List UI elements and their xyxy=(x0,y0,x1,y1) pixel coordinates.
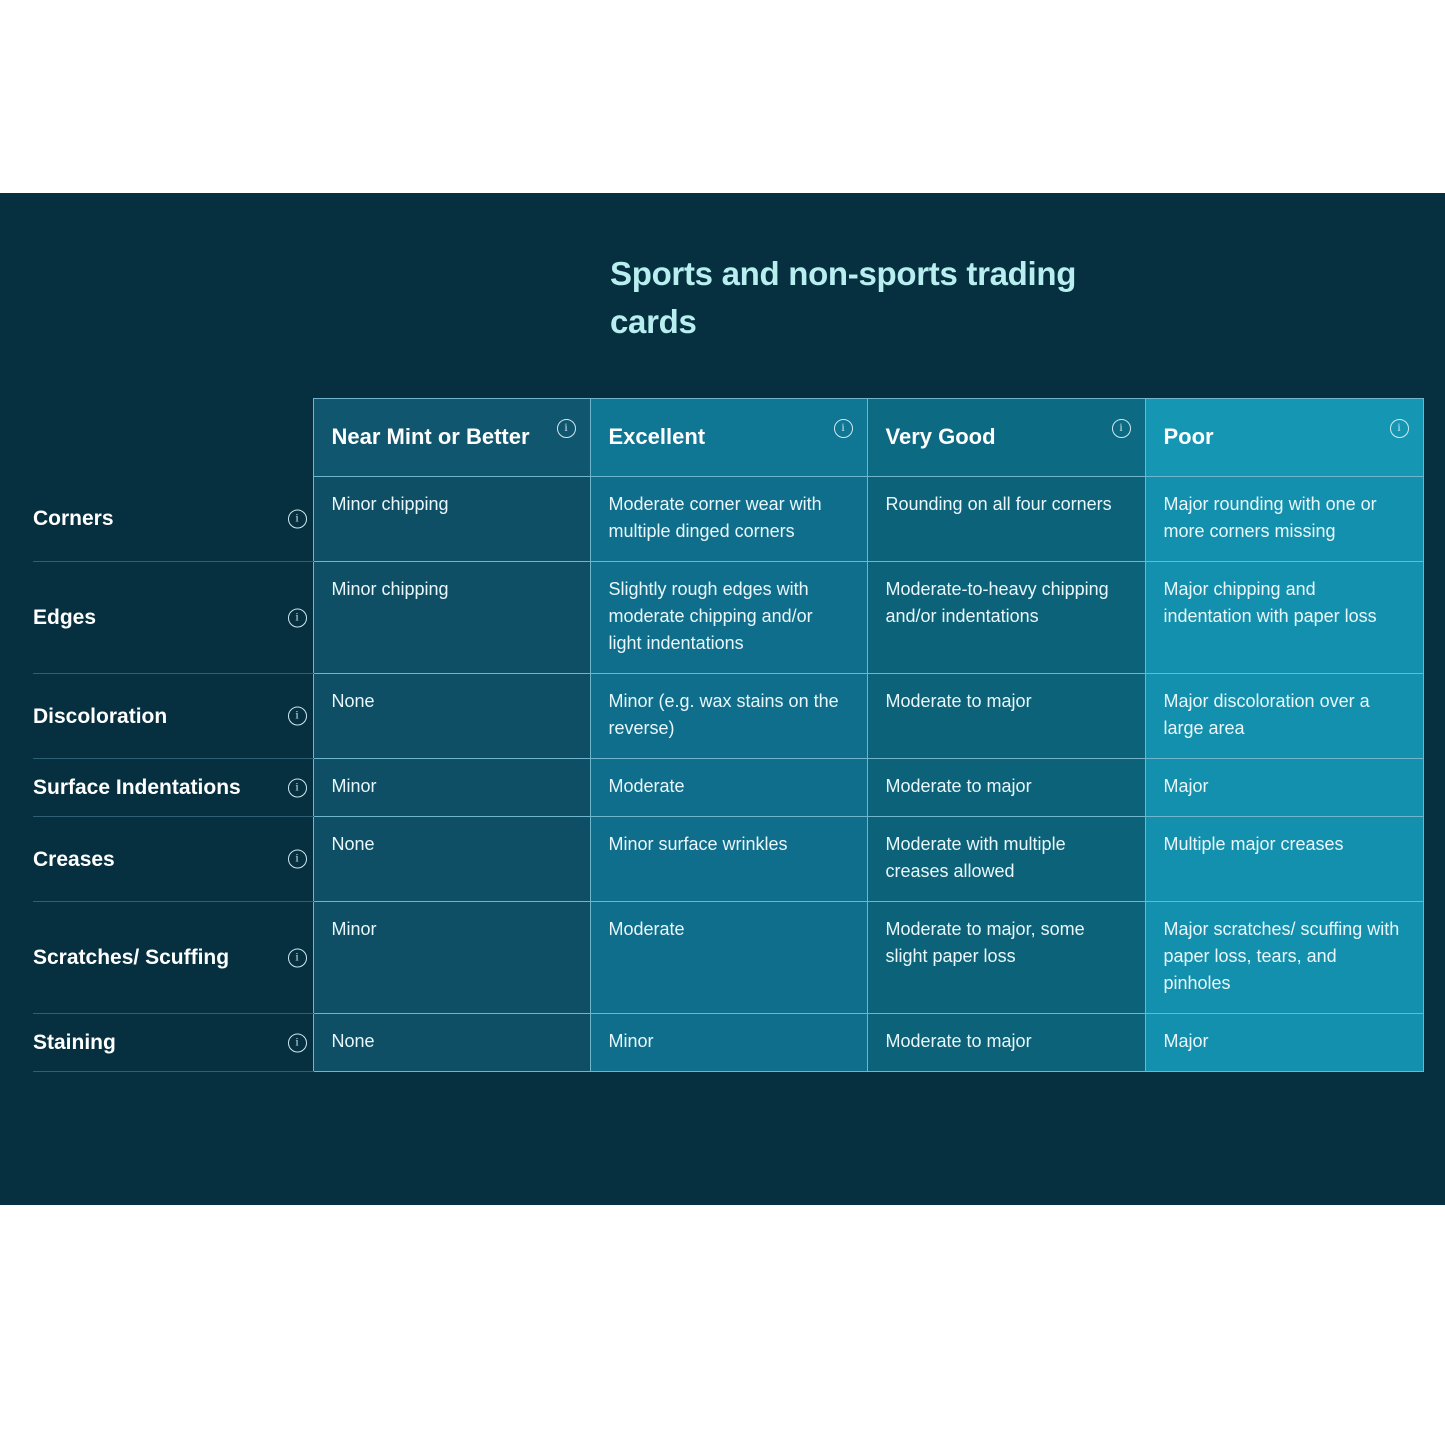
cell-scratches-near-mint: Minor xyxy=(313,902,590,1014)
cell-corners-excellent: Moderate corner wear with multiple dinged corners xyxy=(590,477,867,562)
info-icon[interactable]: i xyxy=(288,778,307,797)
row-header-label: Edges xyxy=(33,606,97,629)
row-header-label: Corners xyxy=(33,507,114,531)
info-icon[interactable]: i xyxy=(557,419,576,438)
cell-surface-near-mint: Minor xyxy=(313,759,590,817)
row-header-label: Surface Indentations xyxy=(33,776,241,799)
column-header-label: Near Mint or Better xyxy=(331,424,530,449)
cell-scratches-excellent: Moderate xyxy=(590,902,867,1014)
cell-edges-very-good: Moderate-to-heavy chipping and/or indentations xyxy=(867,562,1145,674)
cell-creases-very-good: Moderate with multiple creases allowed xyxy=(867,817,1145,902)
cell-creases-poor: Multiple major creases xyxy=(1145,817,1423,902)
cell-staining-excellent: Minor xyxy=(590,1014,867,1072)
column-header-label: Poor xyxy=(1163,424,1214,449)
cell-discoloration-excellent: Minor (e.g. wax stains on the reverse) xyxy=(590,674,867,759)
row-header-surface-indentations xyxy=(33,759,313,817)
page-title: Sports and non-sports trading cards xyxy=(610,255,1077,340)
table-row xyxy=(33,759,1423,817)
column-header-poor xyxy=(1145,399,1423,477)
table-row xyxy=(33,562,1423,674)
cell-discoloration-poor: Major discoloration over a large area xyxy=(1145,674,1423,759)
cell-creases-excellent: Minor surface wrinkles xyxy=(590,817,867,902)
table-header-row xyxy=(33,399,1423,477)
cell-discoloration-near-mint: None xyxy=(313,674,590,759)
info-icon[interactable]: i xyxy=(288,1033,307,1052)
row-header-label: Creases xyxy=(33,847,115,871)
info-icon[interactable]: i xyxy=(288,948,307,967)
cell-edges-excellent: Slightly rough edges with moderate chipping and/or light indentations xyxy=(590,562,867,674)
cell-corners-poor: Major rounding with one or more corners missing xyxy=(1145,477,1423,562)
cell-surface-very-good: Moderate to major xyxy=(867,759,1145,817)
table-row xyxy=(33,902,1423,1014)
cell-creases-near-mint: None xyxy=(313,817,590,902)
row-header-label: Staining xyxy=(33,1031,116,1054)
cell-scratches-very-good: Moderate to major, some slight paper loss xyxy=(867,902,1145,1014)
cell-surface-excellent: Moderate xyxy=(590,759,867,817)
row-header-corners xyxy=(33,477,313,562)
table-corner-cell xyxy=(33,399,313,477)
column-header-near-mint xyxy=(313,399,590,477)
cell-edges-near-mint: Minor chipping xyxy=(313,562,590,674)
info-icon[interactable]: i xyxy=(1112,419,1131,438)
column-header-label: Excellent xyxy=(608,424,706,449)
table-row xyxy=(33,674,1423,759)
row-header-label: Discoloration xyxy=(33,704,168,728)
info-icon[interactable]: i xyxy=(288,707,307,726)
cell-corners-very-good: Rounding on all four corners xyxy=(867,477,1145,562)
cell-discoloration-very-good: Moderate to major xyxy=(867,674,1145,759)
row-header-scratches-scuffing xyxy=(33,902,313,1014)
table-row xyxy=(33,817,1423,902)
grading-standards-panel xyxy=(0,193,1445,1205)
cell-scratches-poor: Major scratches/ scuffing with paper loss, tears, and pinholes xyxy=(1145,902,1423,1014)
cell-surface-poor: Major xyxy=(1145,759,1423,817)
info-icon[interactable]: i xyxy=(288,608,307,627)
cell-staining-very-good: Moderate to major xyxy=(867,1014,1145,1072)
table-row xyxy=(33,1014,1423,1072)
column-header-label: Very Good xyxy=(885,424,996,449)
grading-standards-table xyxy=(33,398,1424,1072)
row-header-creases xyxy=(33,817,313,902)
row-header-label: Scratches/ Scuffing xyxy=(33,946,230,969)
row-header-staining xyxy=(33,1014,313,1072)
cell-corners-near-mint: Minor chipping xyxy=(313,477,590,562)
table-row xyxy=(33,477,1423,562)
info-icon[interactable]: i xyxy=(288,850,307,869)
cell-staining-poor: Major xyxy=(1145,1014,1423,1072)
column-header-excellent xyxy=(590,399,867,477)
cell-staining-near-mint: None xyxy=(313,1014,590,1072)
info-icon[interactable]: i xyxy=(1390,419,1409,438)
row-header-edges xyxy=(33,562,313,674)
column-header-very-good xyxy=(867,399,1145,477)
info-icon[interactable]: i xyxy=(834,419,853,438)
row-header-discoloration xyxy=(33,674,313,759)
info-icon[interactable]: i xyxy=(288,509,307,528)
cell-edges-poor: Major chipping and indentation with paper loss xyxy=(1145,562,1423,674)
